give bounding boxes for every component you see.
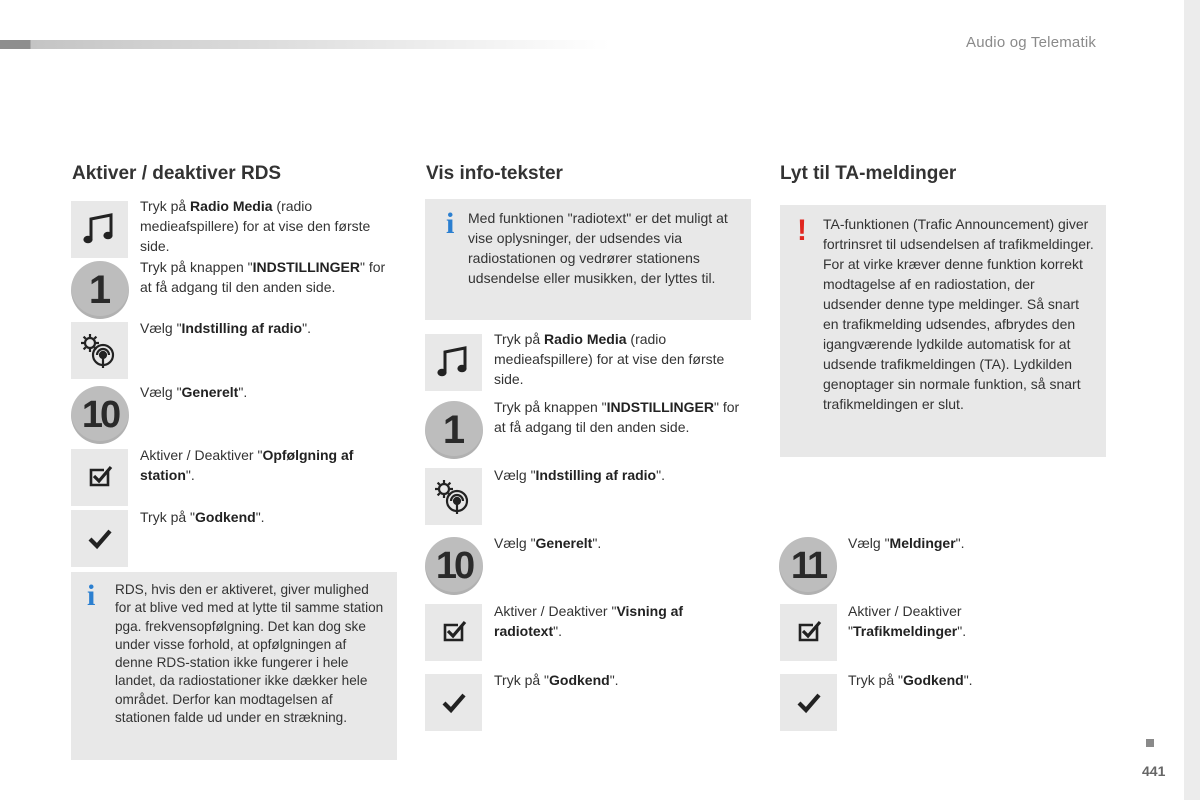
info-icon: i: [446, 207, 455, 240]
music-note-icon: [71, 201, 128, 258]
col1-step6-text: Tryk på "Godkend".: [140, 509, 265, 525]
col2-step6-text: Tryk på "Godkend".: [494, 672, 619, 688]
col1-step5-text: Aktiver / Deaktiver "Opfølgning af station".: [140, 447, 354, 483]
col2-step4-text: Vælg "Generelt".: [494, 535, 602, 551]
radio-settings-icon: [71, 322, 128, 379]
col3-step1-text: Vælg "Meldinger".: [848, 535, 965, 551]
col3-step3-text: Tryk på "Godkend".: [848, 672, 973, 688]
checkbox-icon: [425, 604, 482, 661]
checkmark-icon: [425, 674, 482, 731]
col1-info-box: [71, 572, 397, 760]
col1-info-text: RDS, hvis den er aktiveret, giver mulighed for at blive ved med at lytte til samme station pga. frekvensopfølgning. Det kan dog ske under visse forhold, at opfølgningen af denne RDS-station ikke fungerer i hele landet, da radiostationer ikke dækker hele området. Derfor kan modtagelsen af stationen falde ud under en strækning.: [115, 582, 384, 726]
col3-warning-box: [780, 205, 1106, 457]
info-icon: i: [87, 579, 96, 612]
checkbox-icon: [780, 604, 837, 661]
col2-step5-text: Aktiver / Deaktiver "Visning af radiotext".: [494, 603, 684, 639]
col2-step3-text: Vælg "Indstilling af radio".: [494, 467, 665, 483]
col2-step2-text: Tryk på knappen "INDSTILLINGER" for at få adgang til den anden side.: [494, 399, 740, 435]
step-number-1: 1: [425, 401, 483, 459]
col3-title: Lyt til TA-meldinger: [780, 163, 957, 184]
warning-icon: !: [797, 214, 807, 247]
header-gradient-bar: [0, 40, 620, 49]
step-number-10: 10: [425, 537, 483, 595]
col3-warning-text: TA-funktionen (Trafic Announcement) giver fortrinsret til udsendelsen af trafikmeldinger. For at virke kræver denne funktion korrekt modtagelse af en radiostation, der udsender denne type meldinger. Så snart en trafikmelding udsendes, afbrydes den igangværende lydkilde automatisk for at udsende trafikmeldingen (TA). Lydkilden genoptager sin normale funktion, så snart trafikmeldingen er slut.: [823, 216, 1094, 412]
step-number-11: 11: [779, 537, 837, 595]
page-marker: [1146, 739, 1154, 747]
step-number-10: 10: [71, 386, 129, 444]
step-number-1: 1: [71, 261, 129, 319]
page-edge-strip: [1184, 0, 1200, 800]
col2-title: Vis info-tekster: [426, 163, 563, 184]
section-title: Audio og Telematik: [966, 34, 1097, 51]
checkmark-icon: [780, 674, 837, 731]
music-note-icon: [425, 334, 482, 391]
col1-title: Aktiver / deaktiver RDS: [72, 163, 282, 184]
col2-step1-text: Tryk på Radio Media (radio medieafspillere) for at vise den første side.: [494, 331, 725, 387]
radio-settings-icon: [425, 468, 482, 525]
checkmark-icon: [71, 510, 128, 567]
col1-step3-text: Vælg "Indstilling af radio".: [140, 320, 311, 336]
col3-step2-text: Aktiver / Deaktiver "Trafikmeldinger".: [848, 603, 967, 639]
col1-step1-text: Tryk på Radio Media (radio medieafspillere) for at vise den første side.: [140, 198, 371, 254]
col2-info-text: Med funktionen "radiotext" er det muligt at vise oplysninger, der udsendes via radiostationen og vedrører stationens udsendelse eller musikken, der lyttes til.: [468, 210, 728, 286]
col2-info-box: [425, 199, 751, 320]
checkbox-icon: [71, 449, 128, 506]
page-number: 441: [1142, 763, 1166, 779]
col1-step2-text: Tryk på knappen "INDSTILLINGER" for at få adgang til den anden side.: [140, 259, 386, 295]
col1-step4-text: Vælg "Generelt".: [140, 384, 248, 400]
